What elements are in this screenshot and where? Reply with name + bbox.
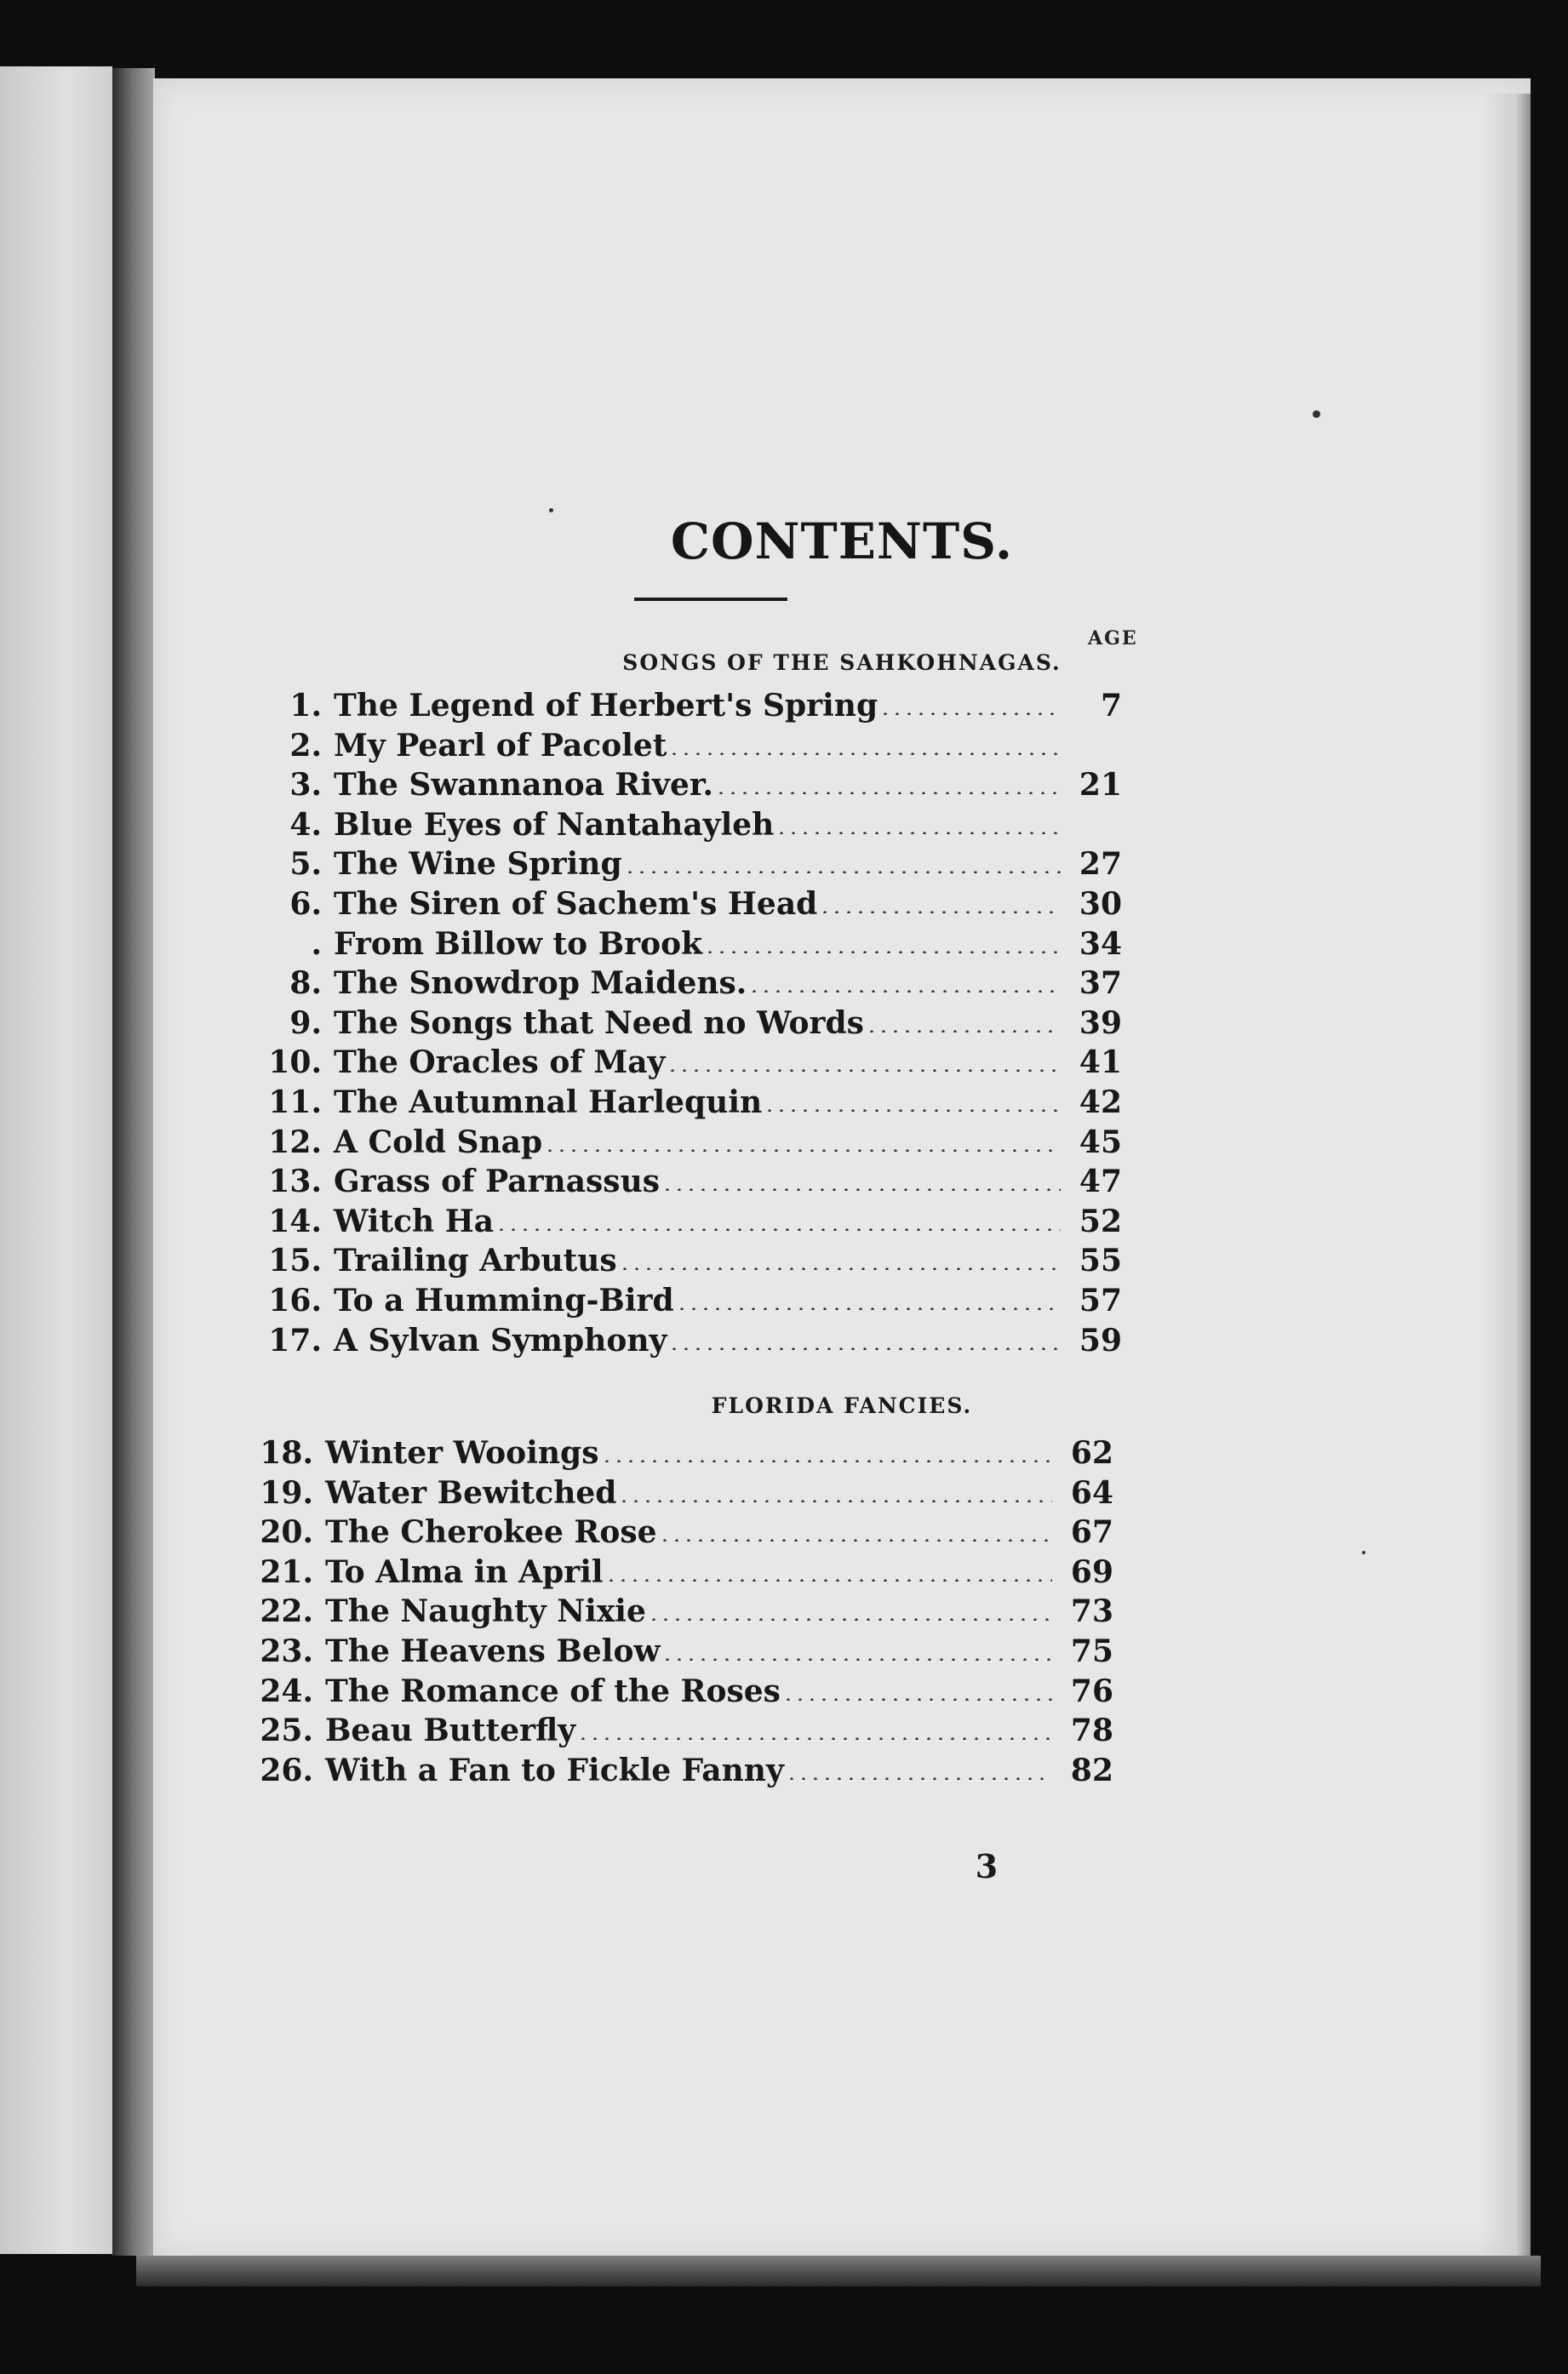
entry-number: 9. bbox=[289, 1004, 322, 1041]
contents-entry bbox=[245, 1432, 1113, 1471]
contents-entry bbox=[254, 1319, 1122, 1359]
dot-leader bbox=[668, 1347, 1061, 1350]
dot-leader bbox=[786, 1777, 1052, 1780]
entry-page: 76 bbox=[1070, 1673, 1113, 1709]
entry-number: 17. bbox=[268, 1322, 322, 1359]
entry-page: 73 bbox=[1070, 1593, 1113, 1630]
page-bottom-edge bbox=[136, 2256, 1541, 2286]
dot-leader bbox=[618, 1500, 1052, 1502]
dot-leader bbox=[624, 871, 1061, 873]
entry-title: The Swannanoa River. bbox=[334, 767, 714, 804]
entry-title: Winter Wooings bbox=[325, 1435, 599, 1471]
dot-leader bbox=[605, 1579, 1052, 1582]
contents-entry bbox=[254, 764, 1122, 803]
dot-leader bbox=[495, 1228, 1061, 1231]
dot-leader bbox=[619, 1267, 1061, 1270]
entry-number: . bbox=[311, 925, 322, 962]
dot-leader bbox=[648, 1618, 1052, 1621]
entry-title: The Wine Spring bbox=[334, 846, 622, 883]
contents-entry bbox=[254, 1121, 1122, 1160]
contents-entry bbox=[245, 1551, 1113, 1590]
dot-leader bbox=[661, 1658, 1052, 1661]
entry-page: 37 bbox=[1079, 965, 1122, 1002]
entry-title: The Heavens Below bbox=[325, 1633, 661, 1669]
entry-title: Blue Eyes of Nantahayleh bbox=[334, 806, 775, 843]
entry-page: 30 bbox=[1079, 886, 1122, 922]
section-heading-florida: FLORIDA FANCIES. bbox=[711, 1393, 973, 1418]
entry-title: The Oracles of May bbox=[334, 1044, 666, 1081]
entry-title: To a Humming-Bird bbox=[334, 1283, 674, 1319]
contents-entry bbox=[254, 804, 1122, 843]
entry-number: 18. bbox=[260, 1435, 313, 1471]
entry-number: 8. bbox=[289, 965, 322, 1002]
entry-title: The Autumnal Harlequin bbox=[334, 1084, 763, 1120]
dot-leader bbox=[764, 1109, 1061, 1112]
entry-page: 55 bbox=[1079, 1243, 1122, 1279]
entry-page: 82 bbox=[1070, 1752, 1113, 1788]
entry-number: 19. bbox=[260, 1474, 313, 1511]
entry-number: 4. bbox=[289, 806, 322, 843]
entry-title: The Romance of the Roses bbox=[325, 1673, 781, 1709]
entry-title: The Cherokee Rose bbox=[325, 1514, 657, 1551]
contents-entry bbox=[254, 1081, 1122, 1120]
contents-entry bbox=[254, 962, 1122, 1001]
entry-number: 3. bbox=[289, 767, 322, 804]
entry-title: Water Bewitched bbox=[325, 1474, 617, 1511]
entry-page: 57 bbox=[1079, 1283, 1122, 1319]
contents-entry bbox=[254, 1239, 1122, 1279]
contents-entry bbox=[245, 1472, 1113, 1511]
contents-entry bbox=[245, 1709, 1113, 1748]
entry-page: 67 bbox=[1070, 1514, 1113, 1551]
page-title: CONTENTS. bbox=[670, 512, 1014, 570]
facing-page-edge bbox=[0, 66, 112, 2254]
contents-entry bbox=[254, 1200, 1122, 1239]
dot-leader bbox=[879, 712, 1061, 715]
entry-title: The Legend of Herbert's Spring bbox=[334, 688, 878, 724]
entry-title: The Snowdrop Maidens. bbox=[334, 965, 747, 1002]
dot-leader bbox=[667, 1069, 1061, 1072]
contents-entry bbox=[245, 1590, 1113, 1629]
entry-number: 25. bbox=[260, 1713, 313, 1749]
dot-leader bbox=[782, 1698, 1052, 1701]
ink-speck bbox=[1362, 1551, 1365, 1554]
entry-number: 15. bbox=[268, 1243, 322, 1279]
entry-number: 26. bbox=[260, 1752, 313, 1788]
dot-leader bbox=[661, 1188, 1061, 1191]
dot-leader bbox=[704, 951, 1061, 953]
ink-speck bbox=[1313, 410, 1320, 418]
entry-number: 5. bbox=[289, 846, 322, 883]
entry-number: 2. bbox=[289, 727, 322, 764]
dot-leader bbox=[715, 792, 1061, 794]
entry-number: 6. bbox=[289, 886, 322, 922]
contents-entry bbox=[245, 1511, 1113, 1550]
dot-leader bbox=[659, 1539, 1053, 1542]
entry-page: 7 bbox=[1100, 688, 1122, 724]
contents-entry bbox=[245, 1670, 1113, 1709]
entry-title: The Naughty Nixie bbox=[325, 1593, 646, 1630]
dot-leader bbox=[577, 1737, 1052, 1740]
entry-title: To Alma in April bbox=[325, 1553, 604, 1590]
entry-page: 42 bbox=[1079, 1084, 1122, 1120]
entry-page: 69 bbox=[1070, 1553, 1113, 1590]
dot-leader bbox=[748, 990, 1061, 993]
contents-entry bbox=[254, 1160, 1122, 1199]
title-rule bbox=[634, 598, 787, 601]
dot-leader bbox=[668, 752, 1061, 755]
dot-leader bbox=[819, 911, 1061, 913]
entry-page: 21 bbox=[1079, 767, 1122, 804]
entry-page: 45 bbox=[1079, 1124, 1122, 1160]
entry-title: The Songs that Need no Words bbox=[334, 1004, 864, 1041]
page-number: 3 bbox=[975, 1847, 999, 1885]
dot-leader bbox=[866, 1030, 1061, 1033]
entry-number: 22. bbox=[260, 1593, 313, 1630]
entry-number: 21. bbox=[260, 1553, 313, 1590]
entry-number: 1. bbox=[289, 688, 322, 724]
entry-page: 62 bbox=[1070, 1435, 1113, 1471]
dot-leader bbox=[775, 832, 1061, 834]
entry-title: A Sylvan Symphony bbox=[334, 1322, 667, 1359]
entry-number: 16. bbox=[268, 1283, 322, 1319]
entry-number: 23. bbox=[260, 1633, 313, 1669]
contents-entry bbox=[254, 1002, 1122, 1041]
contents-entry bbox=[245, 1630, 1113, 1669]
entry-number: 12. bbox=[268, 1124, 322, 1160]
contents-entry bbox=[254, 1041, 1122, 1080]
entry-page: 27 bbox=[1079, 846, 1122, 883]
entry-number: 14. bbox=[268, 1203, 322, 1239]
entry-page: 75 bbox=[1070, 1633, 1113, 1669]
entry-title: The Siren of Sachem's Head bbox=[334, 886, 818, 922]
entry-title: Witch Ha bbox=[334, 1203, 495, 1239]
contents-entry bbox=[254, 1279, 1122, 1319]
ink-speck bbox=[549, 508, 553, 512]
contents-entry bbox=[254, 684, 1122, 724]
contents-entry bbox=[254, 843, 1122, 882]
entry-page: 78 bbox=[1070, 1713, 1113, 1749]
entry-title: My Pearl of Pacolet bbox=[334, 727, 667, 764]
entry-page: 64 bbox=[1070, 1474, 1113, 1511]
dot-leader bbox=[676, 1307, 1061, 1310]
entry-title: From Billow to Brook bbox=[334, 925, 703, 962]
entry-title: Grass of Parnassus bbox=[334, 1164, 661, 1200]
entry-page: 34 bbox=[1079, 925, 1122, 962]
entry-number: 24. bbox=[260, 1673, 313, 1709]
dot-leader bbox=[601, 1460, 1053, 1462]
entry-title: Beau Butterfly bbox=[325, 1713, 576, 1749]
contents-entry bbox=[245, 1749, 1113, 1788]
entry-title: A Cold Snap bbox=[334, 1124, 543, 1160]
entry-title: Trailing Arbutus bbox=[334, 1243, 617, 1279]
contents-entry bbox=[254, 724, 1122, 764]
book-gutter bbox=[112, 68, 155, 2256]
section-heading-songs: SONGS OF THE SAHKOHNAGAS. bbox=[622, 650, 1062, 675]
contents-entry bbox=[254, 883, 1122, 922]
entry-page: 59 bbox=[1079, 1322, 1122, 1359]
book-page bbox=[153, 78, 1531, 2257]
entry-number: 20. bbox=[260, 1514, 313, 1551]
entry-page: 39 bbox=[1079, 1004, 1122, 1041]
entry-number: 13. bbox=[268, 1164, 322, 1200]
entry-page: 41 bbox=[1079, 1044, 1122, 1081]
entry-page: 52 bbox=[1079, 1203, 1122, 1239]
page-right-edge bbox=[1481, 94, 1531, 2256]
entry-number: 11. bbox=[268, 1084, 322, 1120]
entry-page: 47 bbox=[1079, 1164, 1122, 1200]
entry-number: 10. bbox=[268, 1044, 322, 1081]
contents-entry bbox=[254, 923, 1122, 962]
page-column-label: AGE bbox=[1088, 627, 1138, 649]
entry-title: With a Fan to Fickle Fanny bbox=[325, 1752, 784, 1788]
dot-leader bbox=[544, 1149, 1061, 1152]
